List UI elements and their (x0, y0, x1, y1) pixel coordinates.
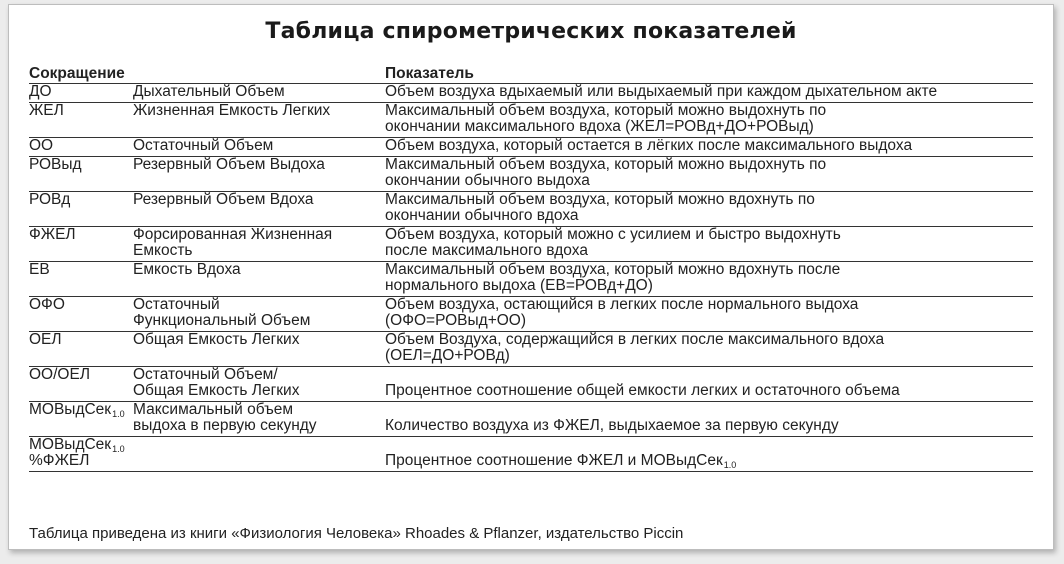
full-name-line: Функциональный Объем (133, 312, 311, 329)
full-name-line: Дыхательный Объем (133, 83, 285, 100)
description-line: Максимальный объем воздуха, который можно вдохнуть после (385, 261, 841, 278)
row-description (385, 262, 840, 294)
description-subscript: 1.0 (723, 460, 737, 470)
row-description (385, 332, 884, 364)
row-abbreviation (29, 103, 64, 119)
row-description (385, 192, 815, 224)
row-full-name (133, 103, 330, 119)
full-name-line: Форсированная Жизненная (133, 226, 333, 243)
row-full-name (133, 262, 241, 278)
full-name-line: Емкость Вдоха (133, 261, 241, 278)
full-name-line: Резервный Объем Вдоха (133, 191, 314, 208)
description-line: нормального выдоха (ЕВ=РОВд+ДО) (385, 277, 653, 294)
description-line: Максимальный объем воздуха, который можно выдохнуть по (385, 156, 827, 173)
row-description (385, 157, 826, 189)
abbreviation-text: ОО (29, 137, 54, 154)
description-line: Объем воздуха, который можно с усилием и быстро выдохнуть (385, 226, 841, 243)
description-line: (ОЕЛ=ДО+РОВд) (385, 347, 510, 364)
table-row (29, 84, 1033, 103)
full-name-line: Остаточный Объем (133, 137, 274, 154)
row-full-name (133, 297, 310, 329)
row-description (385, 402, 839, 434)
header-abbreviation: Сокращение (29, 65, 125, 82)
table-header (29, 65, 1033, 84)
row-description (385, 84, 937, 100)
row-abbreviation (29, 297, 65, 313)
table-row (29, 192, 1033, 227)
abbreviation-text: ФЖЕЛ (29, 226, 76, 243)
source-footnote: Таблица приведена из книги «Физиология Человека» Rhoades & Pflanzer, издательство Piccin (29, 525, 684, 542)
description-line: после максимального вдоха (385, 242, 588, 259)
header-indicator: Показатель (385, 65, 474, 82)
abbreviation-text: ЕВ (29, 261, 50, 278)
full-name-line: Емкость (133, 242, 193, 259)
row-abbreviation (29, 192, 70, 208)
description-line: Объем воздуха, который остается в лёгких после максимального выдоха (385, 137, 913, 154)
table-row (29, 437, 1033, 472)
row-abbreviation (29, 138, 53, 154)
row-abbreviation (29, 157, 82, 173)
table-row (29, 297, 1033, 332)
row-full-name (133, 332, 299, 348)
description-line: Максимальный объем воздуха, который можно выдохнуть по (385, 102, 827, 119)
table-row (29, 157, 1033, 192)
description-line: Объем Воздуха, содержащийся в легких после максимального вдоха (385, 331, 885, 348)
full-name-line: Жизненная Емкость Легких (133, 102, 331, 119)
abbreviation-text: ДО (29, 83, 52, 100)
abbreviation-text: РОВыд (29, 156, 82, 173)
row-full-name (133, 157, 325, 173)
description-line: окончании обычного выдоха (385, 172, 590, 189)
table-row (29, 262, 1033, 297)
description-line: Процентное соотношение общей емкости легких и остаточного объема (385, 382, 900, 399)
abbreviation-subscript: 1.0 (112, 444, 125, 454)
description-line: Количество воздуха из ФЖЕЛ, выдыхаемое за первую секунду (385, 417, 839, 434)
table-row (29, 103, 1033, 138)
table-row (29, 402, 1033, 437)
abbreviation-text: РОВд (29, 191, 71, 208)
row-description (385, 103, 826, 135)
row-abbreviation (29, 84, 52, 100)
table-row (29, 138, 1033, 157)
description-line: окончании обычного вдоха (385, 207, 579, 224)
abbreviation-text: МОВыдСек (29, 401, 112, 418)
abbreviation-text: ЖЕЛ (29, 102, 64, 119)
table-row (29, 332, 1033, 367)
full-name-line: Резервный Объем Выдоха (133, 156, 325, 173)
description-line: Объем воздуха, остающийся в легких после нормального выдоха (385, 296, 859, 313)
abbreviation-subscript: 1.0 (112, 409, 125, 419)
full-name-line: Остаточный Объем/ (133, 366, 278, 383)
row-abbreviation (29, 402, 125, 418)
full-name-line: Остаточный (133, 296, 220, 313)
full-name-line: Общая Емкость Легких (133, 382, 300, 399)
full-name-line: выдоха в первую секунду (133, 417, 317, 434)
table-body (29, 84, 1033, 472)
abbreviation-text: МОВыдСек (29, 436, 112, 453)
row-description (385, 227, 841, 259)
row-full-name (133, 84, 285, 100)
row-full-name (133, 367, 299, 399)
table-row (29, 227, 1033, 262)
row-abbreviation (29, 367, 90, 383)
row-full-name (133, 227, 332, 259)
row-description (385, 138, 912, 154)
description-line: Максимальный объем воздуха, который можно вдохнуть по (385, 191, 815, 208)
full-name-line: Максимальный объем (133, 401, 294, 418)
description-line: Процентное соотношение ФЖЕЛ и МОВыдСек (385, 452, 723, 469)
abbreviation-text: ОФО (29, 296, 65, 313)
document-card (8, 4, 1054, 550)
row-description (385, 297, 858, 329)
page-title: Таблица спирометрических показателей (265, 19, 797, 44)
row-full-name (133, 138, 273, 154)
description-line: окончании максимального вдоха (ЖЕЛ=РОВд+ДО+РОВыд) (385, 118, 814, 135)
description-line: (ОФО=РОВыд+ОО) (385, 312, 527, 329)
description-line: Объем воздуха вдыхаемый или выдыхаемый при каждом дыхательном акте (385, 83, 938, 100)
table-row (29, 367, 1033, 402)
row-description (385, 367, 900, 399)
abbreviation-text: ОО/ОЕЛ (29, 366, 90, 383)
spirometry-table (29, 65, 1033, 472)
row-description (385, 437, 736, 469)
row-abbreviation (29, 332, 62, 348)
row-abbreviation (29, 437, 125, 469)
row-full-name (133, 402, 317, 434)
row-abbreviation (29, 262, 50, 278)
row-abbreviation (29, 227, 76, 243)
abbreviation-text: ОЕЛ (29, 331, 62, 348)
abbreviation-second-line: %ФЖЕЛ (29, 452, 90, 469)
row-full-name (133, 192, 314, 208)
full-name-line: Общая Емкость Легких (133, 331, 300, 348)
